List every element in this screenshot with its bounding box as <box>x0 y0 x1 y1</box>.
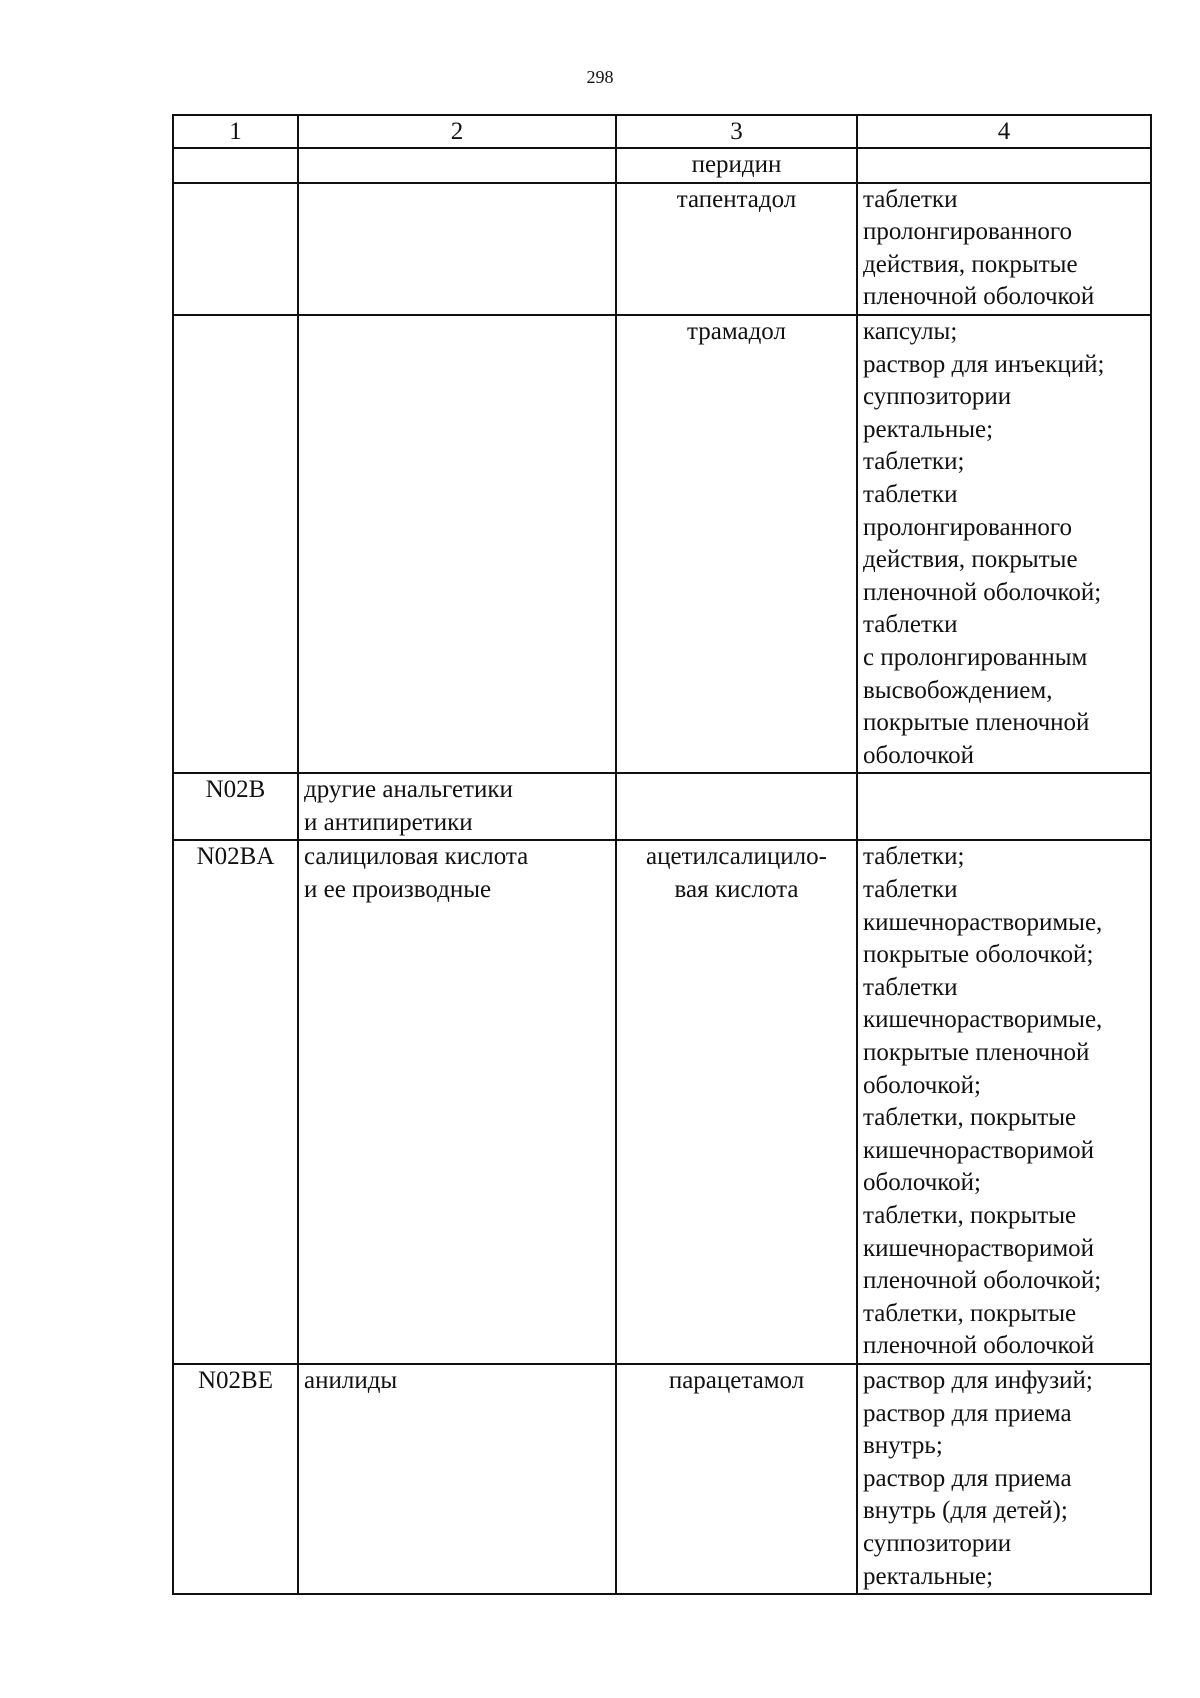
group-cell <box>298 1364 616 1594</box>
atc-code-cell <box>173 1364 298 1594</box>
substance-cell <box>616 183 857 315</box>
dosage-form-line: кишечнорастворимые, <box>863 908 1103 936</box>
group-cell <box>298 840 616 1364</box>
dosage-form-line: кишечнорастворимые, <box>863 1006 1103 1034</box>
atc-code-cell <box>173 183 298 315</box>
table-row <box>173 183 1151 315</box>
substance-line: парацетамол <box>668 1366 805 1394</box>
table-row <box>173 1364 1151 1594</box>
table-row <box>173 840 1151 1364</box>
table-row <box>173 773 1151 840</box>
dosage-form-line: внутрь (для детей); <box>863 1497 1068 1525</box>
substance-line: трамадол <box>687 317 786 345</box>
dosage-form-line: высвобождением, <box>863 676 1053 704</box>
atc-code-cell <box>173 840 298 1364</box>
dosage-form-line: кишечнорастворимой <box>863 1136 1095 1164</box>
substance-line: ацетилсалицило- <box>646 843 827 871</box>
dosage-form-line: раствор для приема <box>863 1399 1072 1427</box>
dosage-form-line: таблетки, покрытые <box>863 1104 1077 1132</box>
substance-cell <box>616 773 857 840</box>
substance-line: вая кислота <box>674 876 799 904</box>
group-cell <box>298 183 616 315</box>
dosage-form-line: раствор для приема <box>863 1464 1072 1492</box>
dosage-forms-cell <box>857 840 1151 1364</box>
table-header-row <box>173 115 1151 148</box>
dosage-form-line: внутрь; <box>863 1432 943 1460</box>
dosage-forms-cell <box>857 773 1151 840</box>
atc-code-cell <box>173 315 298 773</box>
dosage-form-line: пролонгированного <box>863 513 1072 541</box>
group-line: салициловая кислота <box>304 843 529 871</box>
dosage-form-line: ректальные; <box>863 1562 994 1590</box>
dosage-form-line: пленочной оболочкой; <box>863 1267 1102 1295</box>
dosage-form-line: покрытые пленочной <box>863 1039 1090 1067</box>
dosage-form-line: таблетки <box>863 876 958 904</box>
atc-code: N02BE <box>198 1366 273 1394</box>
atc-code: N02BA <box>196 843 275 871</box>
group-line: и антипиретики <box>304 808 473 836</box>
dosage-form-line: пленочной оболочкой <box>863 283 1095 311</box>
dosage-form-line: пленочной оболочкой <box>863 1332 1095 1360</box>
dosage-form-line: суппозитории <box>863 1529 1012 1557</box>
group-cell <box>298 315 616 773</box>
substance-cell <box>616 148 857 183</box>
atc-code-cell <box>173 773 298 840</box>
dosage-form-line: таблетки, покрытые <box>863 1202 1077 1229</box>
group-line: анилиды <box>304 1366 398 1394</box>
substance-cell <box>616 315 857 773</box>
substance-cell <box>616 1364 857 1594</box>
dosage-form-line: действия, покрытые <box>863 250 1078 278</box>
dosage-form-line: таблетки <box>863 611 958 639</box>
dosage-forms-cell <box>857 148 1151 183</box>
dosage-form-line: таблетки <box>863 185 958 213</box>
dosage-form-line: пролонгированного <box>863 218 1072 246</box>
dosage-forms-cell <box>857 1364 1151 1594</box>
dosage-form-line: капсулы; <box>863 317 958 345</box>
page-number: 298 <box>586 67 614 87</box>
dosage-form-line: оболочкой; <box>863 1071 981 1099</box>
dosage-form-line: оболочкой; <box>863 1169 981 1197</box>
table-row <box>173 315 1151 773</box>
column-header-2: 2 <box>298 115 616 148</box>
group-cell <box>298 148 616 183</box>
dosage-form-line: раствор для инфузий; <box>863 1366 1093 1394</box>
substance-line: перидин <box>691 151 782 178</box>
dosage-form-line: таблетки <box>863 973 958 1001</box>
dosage-form-line: оболочкой <box>863 741 975 769</box>
table-row <box>173 148 1151 183</box>
dosage-form-line: покрытые пленочной <box>863 709 1090 737</box>
dosage-form-line: покрытые оболочкой; <box>863 941 1094 969</box>
column-header-3: 3 <box>616 115 857 148</box>
dosage-form-line: таблетки, покрытые <box>863 1299 1077 1327</box>
substance-line: тапентадол <box>676 185 797 213</box>
dosage-form-line: пленочной оболочкой; <box>863 578 1102 606</box>
dosage-form-line: таблетки; <box>863 843 965 871</box>
group-cell <box>298 773 616 840</box>
column-header-1: 1 <box>173 115 298 148</box>
dosage-forms-cell <box>857 315 1151 773</box>
dosage-form-line: кишечнорастворимой <box>863 1234 1095 1262</box>
atc-code-cell <box>173 148 298 183</box>
column-header-4: 4 <box>857 115 1151 148</box>
dosage-form-line: раствор для инъекций; <box>863 350 1105 378</box>
group-line: и ее производные <box>304 876 492 904</box>
atc-code: N02B <box>205 776 266 804</box>
dosage-form-line: таблетки; <box>863 448 965 476</box>
dosage-form-line: с пролонгированным <box>863 643 1088 671</box>
substance-cell <box>616 840 857 1364</box>
dosage-form-line: действия, покрытые <box>863 546 1078 574</box>
dosage-form-line: суппозитории <box>863 383 1012 411</box>
dosage-form-line: ректальные; <box>863 415 994 443</box>
dosage-form-line: таблетки <box>863 480 958 508</box>
group-line: другие анальгетики <box>304 776 513 804</box>
medication-table <box>172 114 1152 1595</box>
dosage-forms-cell <box>857 183 1151 315</box>
